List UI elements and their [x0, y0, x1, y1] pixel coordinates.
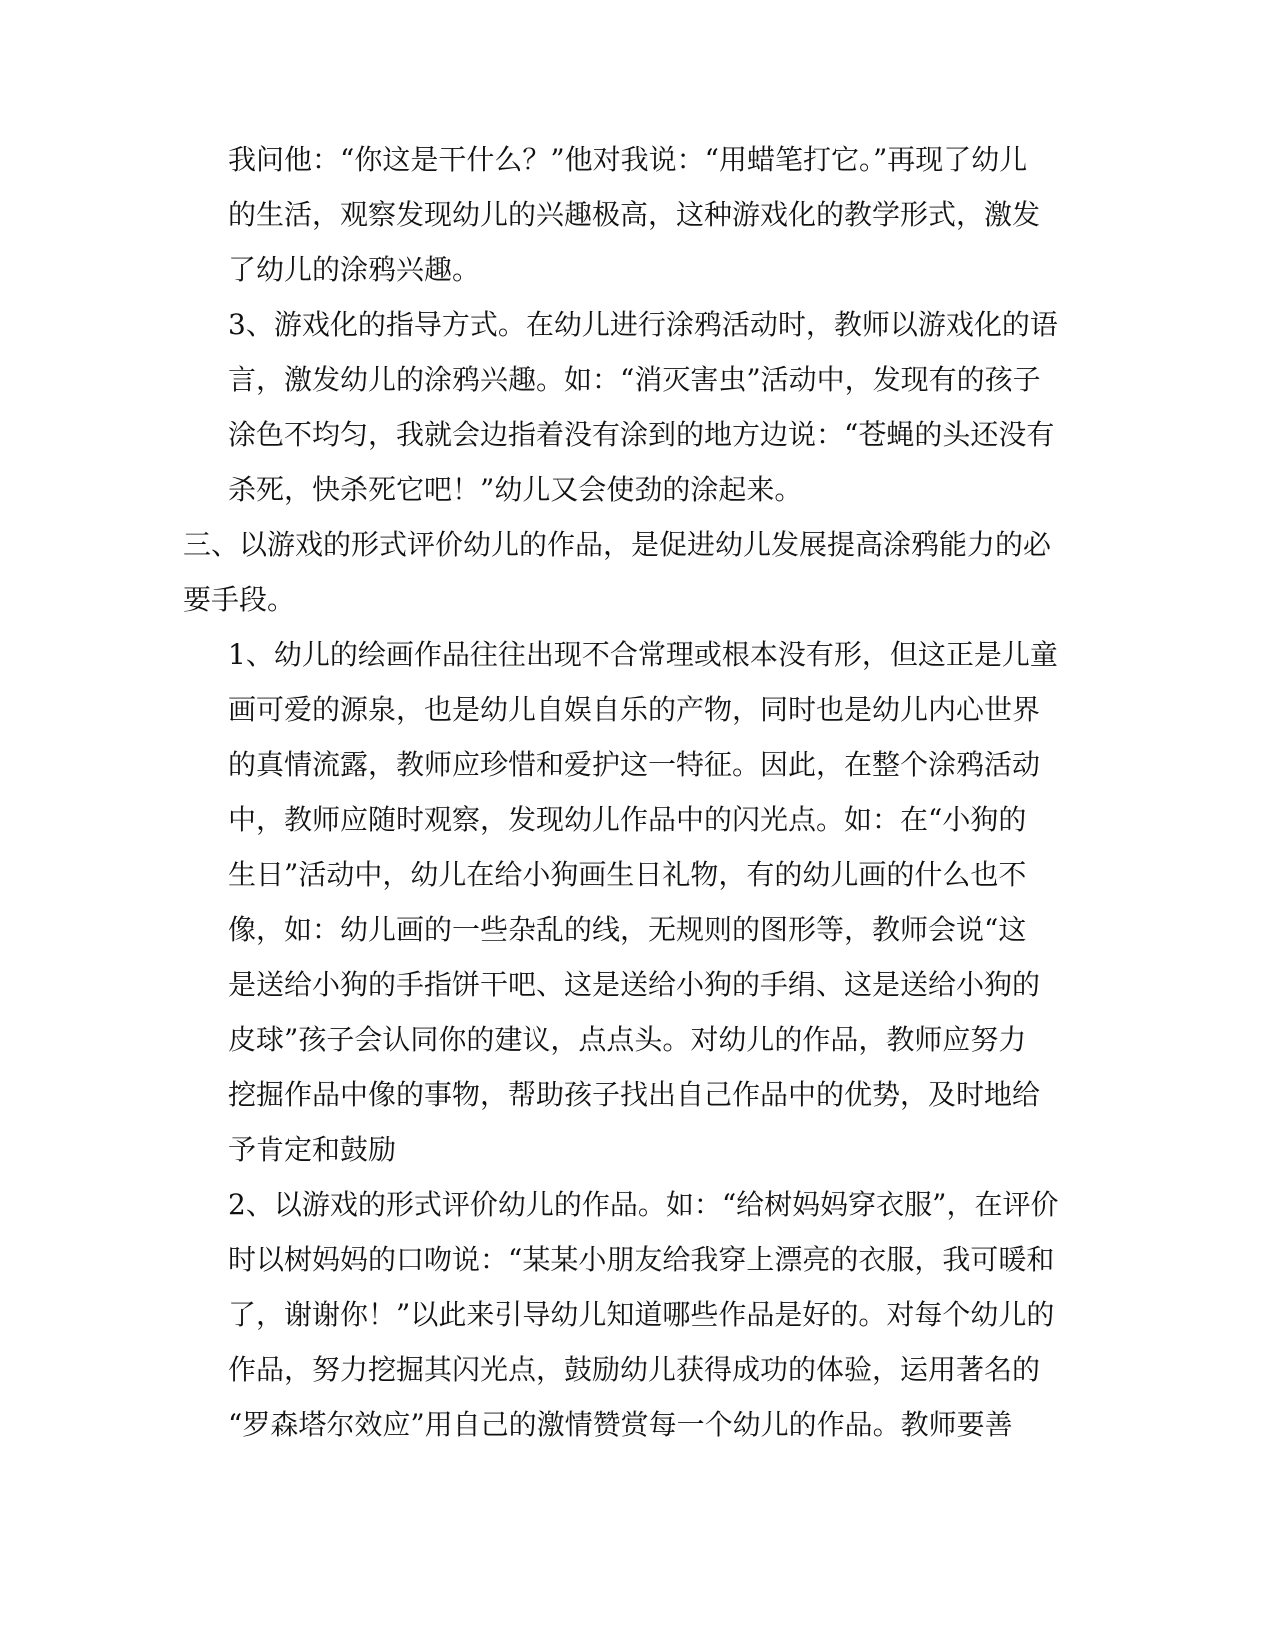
text-line: 时以树妈妈的口吻说：“某某小朋友给我穿上漂亮的衣服，我可暖和 — [228, 1243, 1055, 1276]
text-line: 了幼儿的涂鸦兴趣。 — [228, 253, 481, 286]
text-line: 了，谢谢你！”以此来引导幼儿知道哪些作品是好的。对每个幼儿的 — [228, 1298, 1055, 1331]
text-line: 生日”活动中，幼儿在给小狗画生日礼物，有的幼儿画的什么也不 — [228, 858, 1027, 891]
text-line: 3、游戏化的指导方式。在幼儿进行涂鸦活动时，教师以游戏化的语 — [228, 308, 1058, 341]
section-heading: 要手段。 — [183, 583, 296, 616]
text-line: 的生活，观察发现幼儿的兴趣极高，这种游戏化的教学形式，激发 — [228, 198, 1041, 231]
text-line: 1、幼儿的绘画作品往往出现不合常理或根本没有形，但这正是儿童 — [228, 638, 1058, 671]
text-line: 像，如：幼儿画的一些杂乱的线，无规则的图形等，教师会说“这 — [228, 913, 1027, 946]
text-line: 中，教师应随时观察，发现幼儿作品中的闪光点。如：在“小狗的 — [228, 803, 1027, 836]
text-line: “罗森塔尔效应”用自己的激情赞赏每一个幼儿的作品。教师要善 — [228, 1408, 1013, 1441]
text-line: 的真情流露，教师应珍惜和爱护这一特征。因此，在整个涂鸦活动 — [228, 748, 1041, 781]
section-heading: 三、以游戏的形式评价幼儿的作品，是促进幼儿发展提高涂鸦能力的必 — [183, 528, 1052, 561]
text-line: 2、以游戏的形式评价幼儿的作品。如：“给树妈妈穿衣服”，在评价 — [228, 1188, 1059, 1221]
text-line: 是送给小狗的手指饼干吧、这是送给小狗的手绢、这是送给小狗的 — [228, 968, 1041, 1001]
text-line: 我问他：“你这是干什么？”他对我说：“用蜡笔打它。”再现了幼儿 — [228, 143, 1028, 176]
text-line: 予肯定和鼓励 — [228, 1133, 397, 1166]
text-line: 皮球”孩子会认同你的建议，点点头。对幼儿的作品，教师应努力 — [228, 1023, 1027, 1056]
text-line: 作品，努力挖掘其闪光点，鼓励幼儿获得成功的体验，运用著名的 — [228, 1353, 1041, 1386]
text-line: 挖掘作品中像的事物，帮助孩子找出自己作品中的优势，及时地给 — [228, 1078, 1041, 1111]
text-line: 言，激发幼儿的涂鸦兴趣。如：“消灭害虫”活动中，发现有的孩子 — [228, 363, 1041, 396]
text-line: 画可爱的源泉，也是幼儿自娱自乐的产物，同时也是幼儿内心世界 — [228, 693, 1041, 726]
text-line: 杀死，快杀死它吧！”幼儿又会使劲的涂起来。 — [228, 473, 803, 506]
text-line: 涂色不均匀，我就会边指着没有涂到的地方边说：“苍蝇的头还没有 — [228, 418, 1055, 451]
